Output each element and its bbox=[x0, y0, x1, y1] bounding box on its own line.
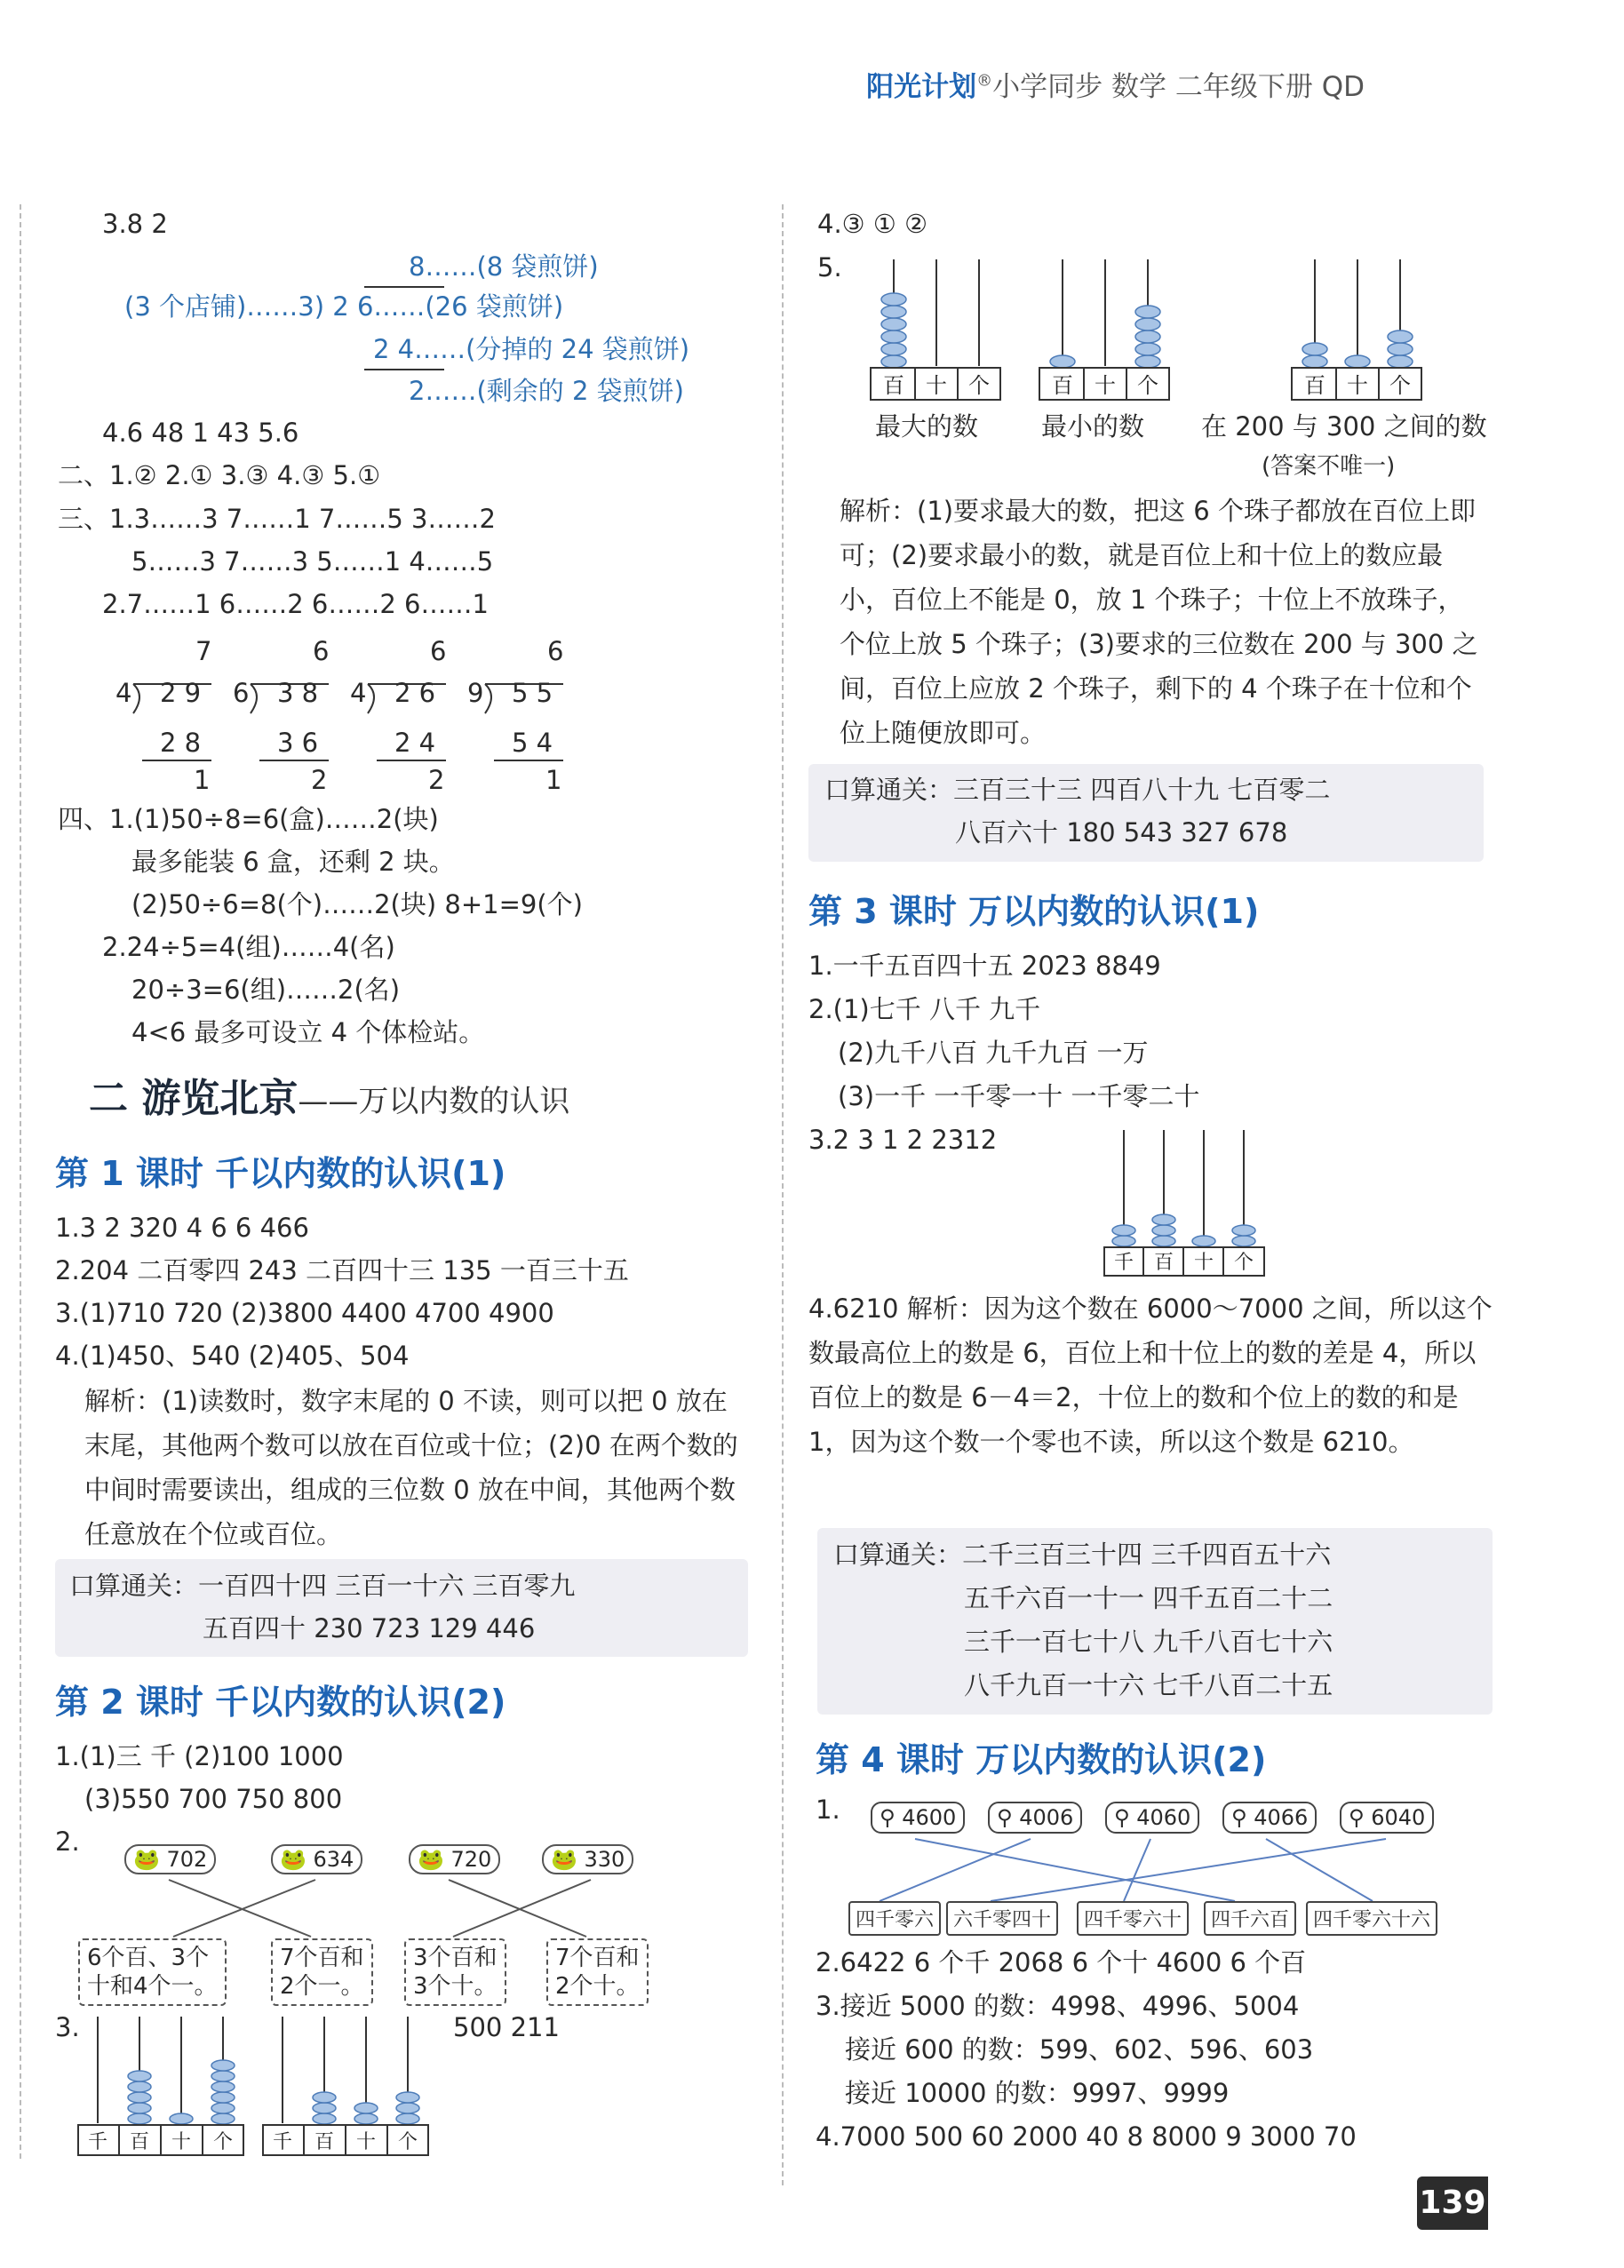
lesson4-d4: 4.7000 500 60 2000 40 8 8000 9 3000 70 bbox=[816, 2121, 1357, 2152]
svg-text:个: 个 bbox=[1389, 373, 1411, 398]
svg-text:百: 百 bbox=[1153, 1252, 1174, 1274]
desc-card-3: 3个百和 3个十。 bbox=[404, 1938, 506, 2006]
kou-suan-3c: 三千一百七十八 九千八百七十六 bbox=[964, 1627, 1333, 1657]
reg-mark: ® bbox=[976, 71, 993, 91]
svg-text:千: 千 bbox=[272, 2131, 293, 2153]
section-san-1b: 5……3 7……3 5……1 4……5 bbox=[131, 546, 494, 577]
svg-text:十: 十 bbox=[355, 2131, 377, 2153]
section-si-1: 四、1.(1)50÷8=6(盒)……2(块) bbox=[58, 804, 439, 834]
key-1: ⚲ 4600 bbox=[871, 1802, 965, 1834]
section-er: 二、1.② 2.① 3.③ 4.③ 5.① bbox=[58, 460, 381, 490]
section-si-1b: 最多能装 6 盒，还剩 2 块。 bbox=[131, 847, 455, 877]
svg-text:千: 千 bbox=[1113, 1252, 1134, 1274]
svg-text:5 4: 5 4 bbox=[512, 728, 553, 758]
kou-suan-3a: 口算通关：二千三百三十四 三千四百五十六 bbox=[833, 1540, 1332, 1570]
section-si-1c: (2)50÷6=8(个)……2(块) 8+1=9(个) bbox=[131, 889, 583, 919]
svg-text:十: 十 bbox=[926, 373, 947, 398]
svg-text:2 8: 2 8 bbox=[160, 728, 202, 758]
section-si-2c: 4<6 最多可设立 4 个体检站。 bbox=[131, 1017, 485, 1047]
svg-text:十: 十 bbox=[1347, 373, 1368, 398]
kou-suan-3d: 八千九百一十六 七千八百二十五 bbox=[964, 1670, 1333, 1700]
svg-text:7: 7 bbox=[195, 636, 212, 666]
svg-text:2 9: 2 9 bbox=[160, 678, 202, 708]
lesson-1-title: 第 1 课时 千以内数的认识(1) bbox=[55, 1154, 506, 1193]
svg-text:6: 6 bbox=[313, 636, 330, 666]
lesson2-b3-values: 500 211 bbox=[453, 2012, 560, 2042]
lesson-2-title: 第 2 课时 千以内数的认识(2) bbox=[55, 1683, 506, 1722]
lock-4: 四千六百 bbox=[1204, 1901, 1296, 1936]
caption-min: 最小的数 bbox=[1041, 411, 1145, 442]
caption-between: 在 200 与 300 之间的数 bbox=[1201, 411, 1487, 442]
kou-suan-2b: 八百六十 180 543 327 678 bbox=[955, 817, 1288, 848]
lesson-4-title: 第 4 课时 万以内数的认识(2) bbox=[816, 1740, 1267, 1779]
brand-name: 阳光计划 bbox=[866, 71, 977, 103]
frog-card-3: 🐸 720 bbox=[409, 1844, 500, 1874]
svg-text:9: 9 bbox=[467, 678, 484, 708]
svg-text:个: 个 bbox=[1233, 1252, 1254, 1274]
q5-analysis: 解析：(1)要求最大的数，把这 6 个珠子都放在百位上即可；(2)要求最小的数，就是百位上和十位上的数应最小，百位上不能是 0，放 1 个珠子；十位上不放珠子，个位上放 5 个珠子；(3)要求的三位数在 200 与 300 之间，百位上应放 2 个珠子，剩下的 4 个珠子在十位和个位上随便放即可。 bbox=[840, 496, 1478, 748]
right-q5: 5. bbox=[817, 252, 842, 283]
key-5: ⚲ 6040 bbox=[1340, 1802, 1434, 1834]
lesson2-b2: 2. bbox=[55, 1826, 80, 1857]
lesson-3-title: 第 3 课时 万以内数的认识(1) bbox=[808, 892, 1260, 931]
caption-max: 最大的数 bbox=[875, 411, 979, 442]
lock-2: 六千零四十 bbox=[946, 1901, 1058, 1936]
svg-text:2: 2 bbox=[311, 765, 328, 795]
section-si-2b: 20÷3=6(组)……2(名) bbox=[131, 975, 401, 1005]
lesson1-a1: 1.3 2 320 4 6 6 466 bbox=[55, 1213, 309, 1243]
svg-text:2: 2 bbox=[428, 765, 445, 795]
section-si-2: 2.24÷5=4(组)……4(名) bbox=[102, 932, 395, 962]
svg-text:百: 百 bbox=[883, 373, 904, 398]
desc-card-2: 7个百和 2个一。 bbox=[271, 1938, 373, 2006]
key-3: ⚲ 4060 bbox=[1105, 1802, 1199, 1834]
kou-suan-2a: 口算通关：三百三十三 四百八十九 七百零二 bbox=[824, 775, 1331, 805]
lesson2-b1: 1.(1)三 千 (2)100 1000 bbox=[55, 1741, 344, 1771]
lesson3-c4: 4.6210 解析：因为这个数在 6000～7000 之间，所以这个数最高位上的数是 6，百位上和十位上的数的差是 4，所以百位上的数是 6－4＝2，十位上的数和个位上的数的和是 1，因为这个数一个零也不读，所以这个数是 6210。 bbox=[808, 1293, 1493, 1457]
svg-text:6: 6 bbox=[430, 636, 447, 666]
division-product-line: 2 4……(分掉的 24 袋煎饼) bbox=[373, 334, 690, 364]
header-subtitle: 小学同步 数学 二年级下册 QD bbox=[992, 71, 1365, 103]
svg-text:1: 1 bbox=[194, 765, 211, 795]
lesson3-c2b: (2)九千八百 九千九百 一万 bbox=[838, 1038, 1149, 1068]
lesson4-d2: 2.6422 6 个千 2068 6 个十 4600 6 个百 bbox=[816, 1947, 1307, 1978]
lesson3-c2: 2.(1)七千 八千 九千 bbox=[808, 994, 1041, 1024]
answer-3-8: 3.8 2 bbox=[102, 209, 168, 239]
division-dividend-line: (3 个店铺)……3) 2 6……(26 袋煎饼) bbox=[124, 291, 564, 322]
svg-text:6: 6 bbox=[547, 636, 564, 666]
division-quotient-line: 8……(8 袋煎饼) bbox=[409, 251, 599, 282]
lesson1-a2: 2.204 二百零四 243 二百四十三 135 一百三十五 bbox=[55, 1255, 629, 1285]
frog-card-4: 🐸 330 bbox=[542, 1844, 633, 1874]
kou-suan-1b: 五百四十 230 723 129 446 bbox=[203, 1613, 536, 1643]
lock-1: 四千零六 bbox=[848, 1901, 941, 1936]
svg-text:百: 百 bbox=[314, 2131, 335, 2153]
lesson3-c3: 3.2 3 1 2 2312 bbox=[808, 1125, 998, 1155]
svg-text:十: 十 bbox=[171, 2131, 192, 2153]
svg-text:2 4: 2 4 bbox=[394, 728, 436, 758]
section-san-1: 三、1.3……3 7……1 7……5 3……2 bbox=[58, 504, 496, 534]
svg-text:百: 百 bbox=[1052, 373, 1073, 398]
lesson1-analysis: 解析：(1)读数时，数字末尾的 0 不读，则可以把 0 放在末尾，其他两个数可以放在百位或十位；(2)0 在两个数的中间时需要读出，组成的三位数 0 放在中间，其他两个数任意放在个位或百位。 bbox=[84, 1386, 738, 1549]
kou-suan-3b: 五千六百一十一 四千五百二十二 bbox=[964, 1583, 1333, 1613]
svg-text:个: 个 bbox=[1137, 373, 1158, 398]
svg-text:3 8: 3 8 bbox=[277, 678, 319, 708]
division-remainder-line: 2……(剩余的 2 袋煎饼) bbox=[409, 376, 684, 406]
answer-4-6: 4.6 48 1 43 5.6 bbox=[102, 418, 299, 448]
svg-text:千: 千 bbox=[87, 2131, 108, 2153]
frog-card-1: 🐸 702 bbox=[124, 1844, 216, 1874]
key-2: ⚲ 4006 bbox=[988, 1802, 1082, 1834]
desc-card-1: 6个百、3个 十和4个一。 bbox=[78, 1938, 227, 2006]
lesson3-c1: 1.一千五百四十五 2023 8849 bbox=[808, 951, 1161, 981]
frog-card-2: 🐸 634 bbox=[271, 1844, 362, 1874]
svg-text:个: 个 bbox=[212, 2131, 234, 2153]
right-q4: 4.③ ① ② bbox=[817, 209, 928, 239]
svg-text:十: 十 bbox=[1095, 373, 1116, 398]
key-4: ⚲ 4066 bbox=[1222, 1802, 1317, 1834]
lesson3-c2c: (3)一千 一千零一十 一千零二十 bbox=[838, 1081, 1200, 1111]
desc-card-4: 7个百和 2个十。 bbox=[546, 1938, 649, 2006]
section-san-2: 2.7……1 6……2 6……2 6……1 bbox=[102, 589, 489, 619]
svg-text:4: 4 bbox=[115, 678, 132, 708]
unit-title: 二 游览北京——万以内数的认识 bbox=[89, 1076, 570, 1121]
answer-note: (答案不唯一) bbox=[1262, 453, 1396, 480]
lock-5: 四千零六十六 bbox=[1306, 1901, 1437, 1936]
svg-text:4: 4 bbox=[350, 678, 367, 708]
lesson1-a3: 3.(1)710 720 (2)3800 4400 4700 4900 bbox=[55, 1298, 554, 1328]
svg-text:2 6: 2 6 bbox=[394, 678, 436, 708]
lesson4-d3: 3.接近 5000 的数：4998、4996、5004 bbox=[816, 1991, 1300, 2021]
lesson4-d3c: 接近 10000 的数：9997、9999 bbox=[845, 2078, 1230, 2108]
kou-suan-1a: 口算通关：一百四十四 三百一十六 三百零九 bbox=[69, 1571, 576, 1601]
svg-text:个: 个 bbox=[397, 2131, 418, 2153]
svg-text:1: 1 bbox=[545, 765, 562, 795]
svg-text:百: 百 bbox=[129, 2131, 150, 2153]
svg-text:百: 百 bbox=[1304, 373, 1325, 398]
lesson4-d1: 1. bbox=[816, 1795, 840, 1825]
svg-text:3 6: 3 6 bbox=[277, 728, 319, 758]
svg-text:十: 十 bbox=[1193, 1252, 1214, 1274]
svg-text:个: 个 bbox=[968, 373, 990, 398]
svg-text:6: 6 bbox=[233, 678, 250, 708]
lesson2-b1b: (3)550 700 750 800 bbox=[84, 1784, 343, 1814]
lesson4-d3b: 接近 600 的数：599、602、596、603 bbox=[845, 2034, 1314, 2065]
lesson1-a4: 4.(1)450、540 (2)405、504 bbox=[55, 1341, 410, 1371]
page-number: 139 bbox=[1417, 2176, 1488, 2230]
lock-3: 四千零六十 bbox=[1077, 1901, 1189, 1936]
lesson2-b3: 3. bbox=[55, 2012, 80, 2042]
svg-text:5 5: 5 5 bbox=[512, 678, 553, 708]
